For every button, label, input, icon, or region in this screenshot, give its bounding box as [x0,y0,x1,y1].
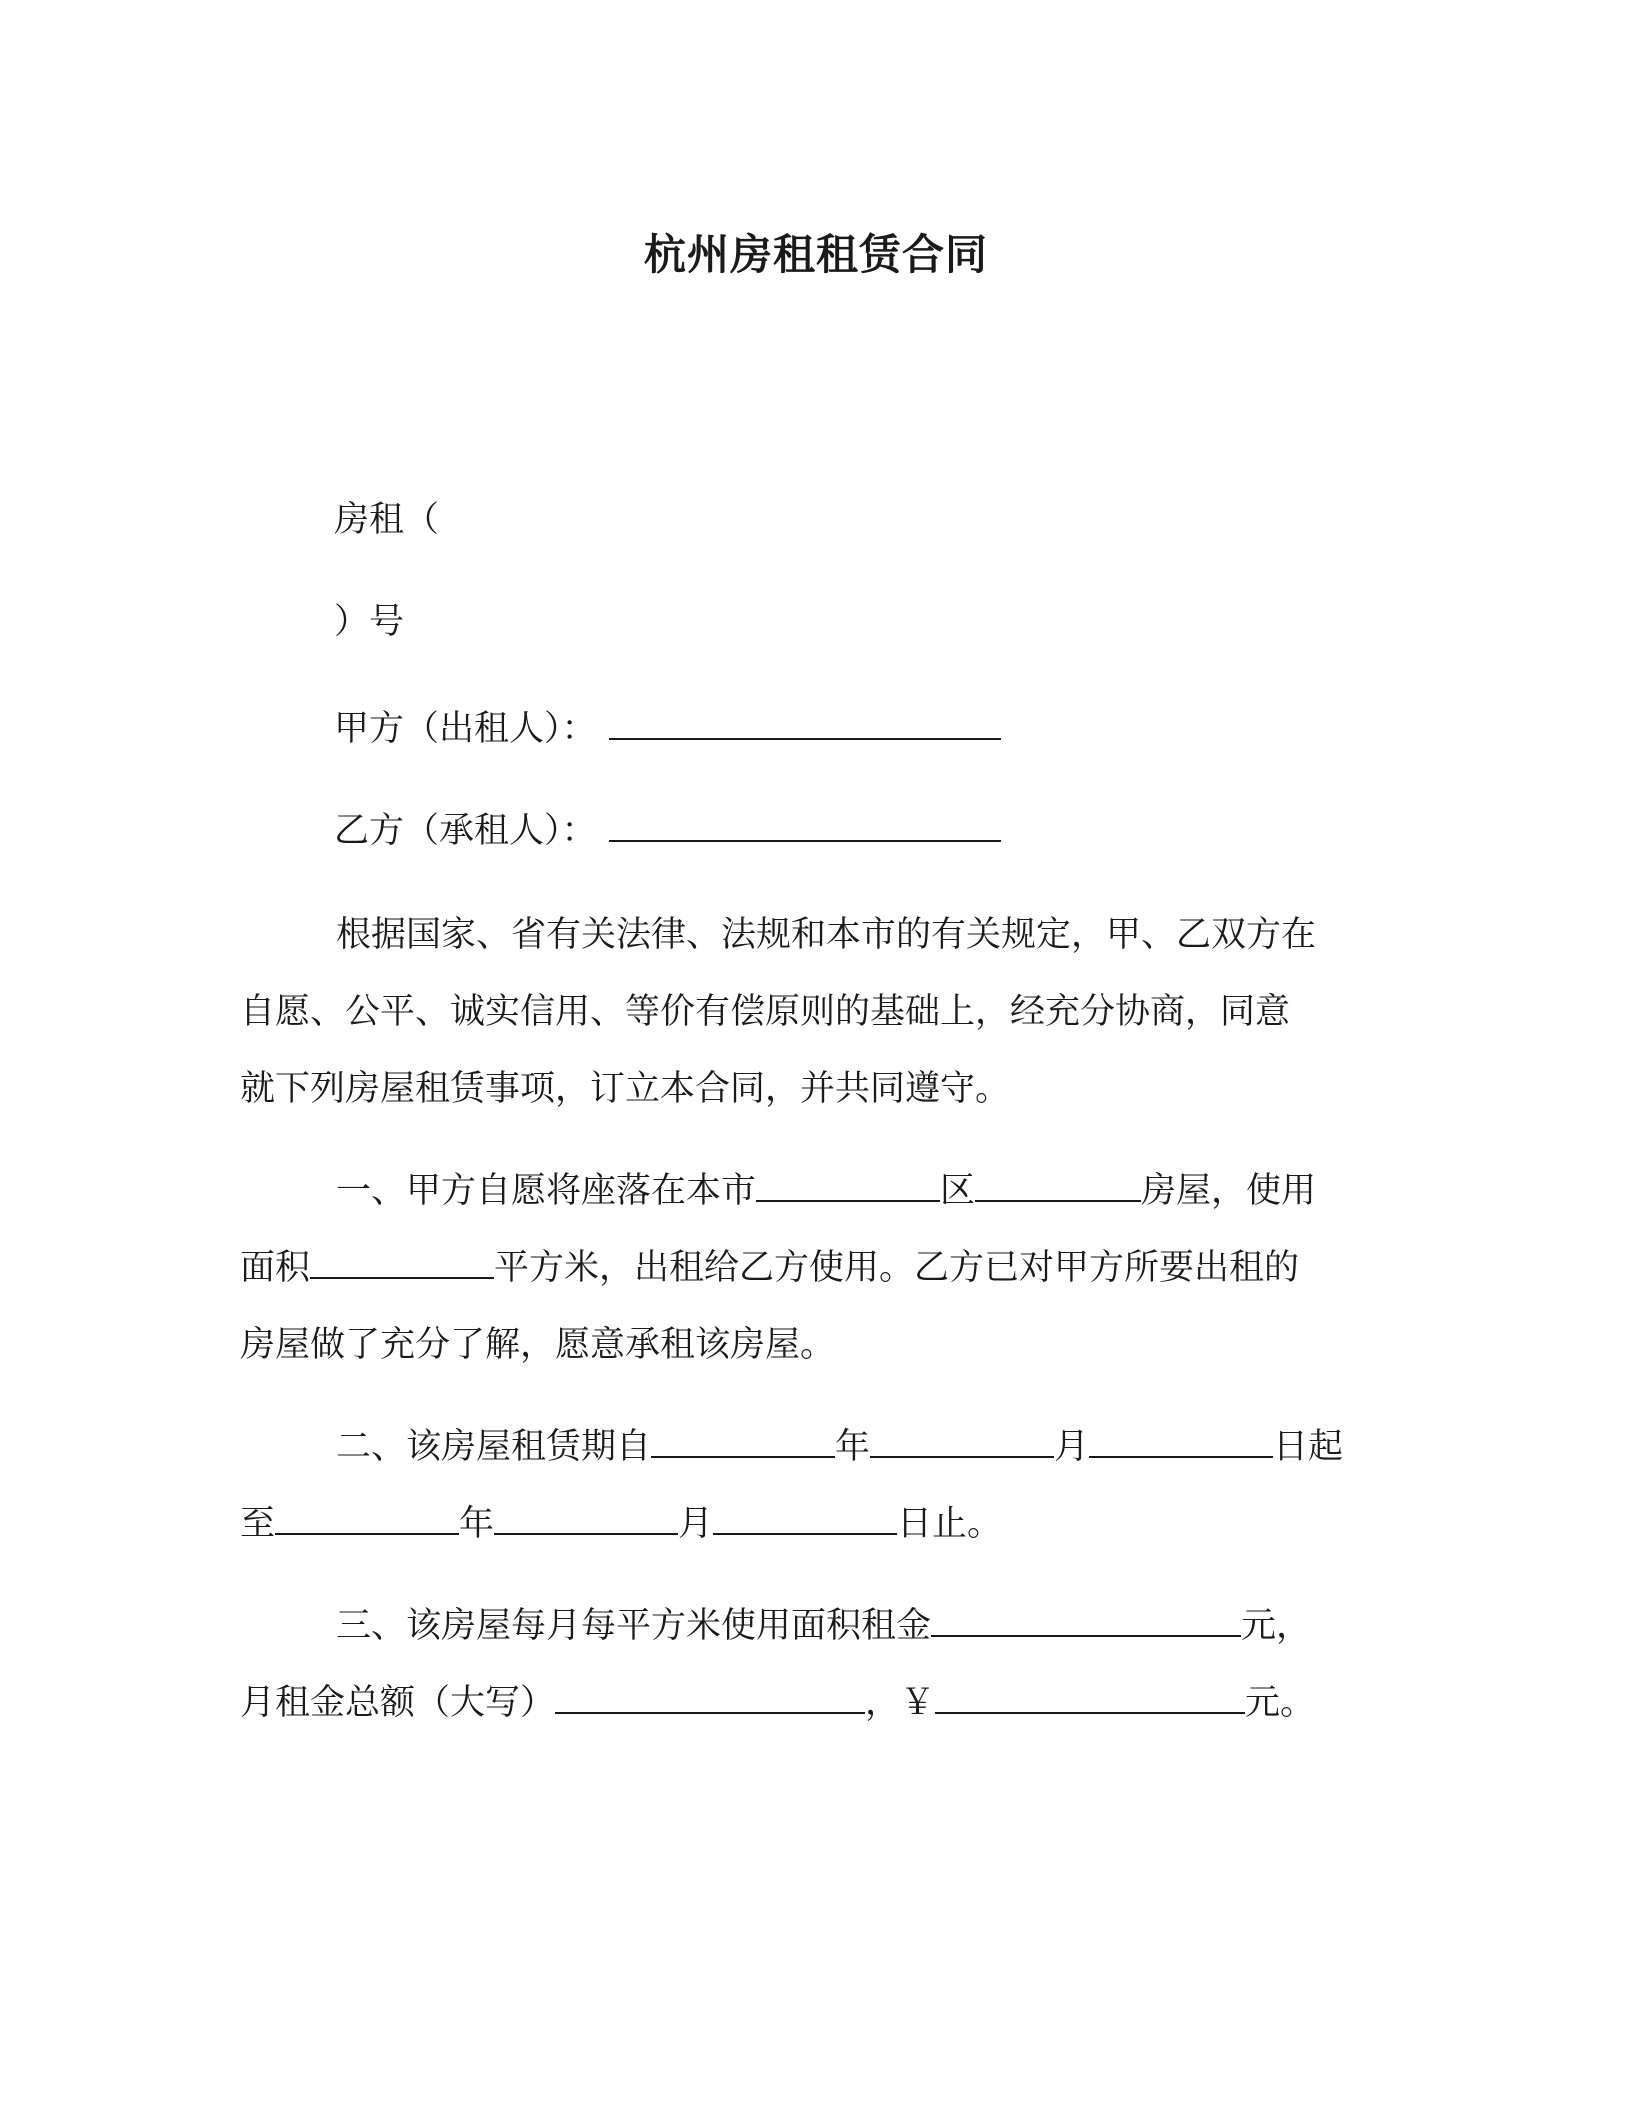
intro-line-3: 就下列房屋租赁事项，订立本合同，并共同遵守。 [240,1069,1011,1109]
end-year-blank [275,1501,459,1535]
clause-1-text-d: 面积 [240,1248,311,1288]
clause-1-text-c: 房屋，使用 [1141,1171,1317,1211]
clause-3-text-d: ，￥ [865,1683,936,1723]
party-b-blank [609,808,1001,842]
monthly-total-words-blank [555,1680,865,1714]
clause-2-text-c: 月 [1054,1427,1090,1467]
clause-2-text-b: 年 [835,1427,871,1467]
contract-number-open: 房租（ [334,500,440,540]
intro-paragraph [240,897,1380,1128]
clause-1-text-a: 一、甲方自愿将座落在本市 [336,1171,757,1211]
city-blank [756,1168,940,1202]
clause-1-line-1 [240,1153,1380,1230]
end-day-blank [713,1501,897,1535]
rent-per-sqm-blank [931,1603,1241,1637]
clause-2-text-f: 年 [459,1504,495,1544]
clause-3-text-b: 元， [1241,1606,1312,1646]
end-month-blank [494,1501,678,1535]
intro-line-2: 自愿、公平、诚实信用、等价有偿原则的基础上，经充分协商，同意 [240,992,1291,1032]
clause-3-paragraph [240,1588,1380,1742]
clause-1-paragraph [240,1153,1380,1384]
start-year-blank [651,1424,835,1458]
clause-2-text-e: 至 [240,1504,276,1544]
area-blank [310,1245,494,1279]
clause-2-text-h: 日止。 [897,1504,1003,1544]
clause-2-text-g: 月 [678,1504,714,1544]
clause-1-text-e: 平方米，出租给乙方使用。乙方已对甲方所要出租的 [494,1248,1300,1288]
clause-2-paragraph [240,1409,1380,1563]
party-a-line [334,706,1001,749]
clause-2-line-2 [240,1486,1380,1563]
monthly-total-amount-blank [935,1680,1245,1714]
start-day-blank [1089,1424,1273,1458]
clause-3-line-2 [240,1665,1380,1742]
intro-line-1: 根据国家、省有关法律、法规和本市的有关规定，甲、乙双方在 [336,915,1317,955]
clause-2-text-d: 日起 [1273,1427,1344,1467]
party-b-line [334,808,1001,851]
clause-2-line-1 [240,1409,1380,1486]
contract-number-close: ）号 [334,602,405,642]
clause-3-text-a: 三、该房屋每月每平方米使用面积租金 [336,1606,932,1646]
district-blank [975,1168,1141,1202]
party-a-label: 甲方（出租人）： [334,709,597,749]
start-month-blank [870,1424,1054,1458]
party-a-blank [609,706,1001,740]
party-b-label: 乙方（承租人）： [334,811,597,851]
clause-3-text-e: 元。 [1245,1683,1316,1723]
clause-1-line-3: 房屋做了充分了解，愿意承租该房屋。 [240,1325,836,1365]
document-title: 杭州房租租赁合同 [643,230,988,279]
clause-2-text-a: 二、该房屋租赁期自 [336,1427,652,1467]
clause-1-text-b: 区 [940,1171,976,1211]
clause-1-line-2 [240,1230,1380,1307]
clause-3-text-c: 月租金总额（大写） [240,1683,556,1723]
clause-3-line-1 [240,1588,1380,1665]
